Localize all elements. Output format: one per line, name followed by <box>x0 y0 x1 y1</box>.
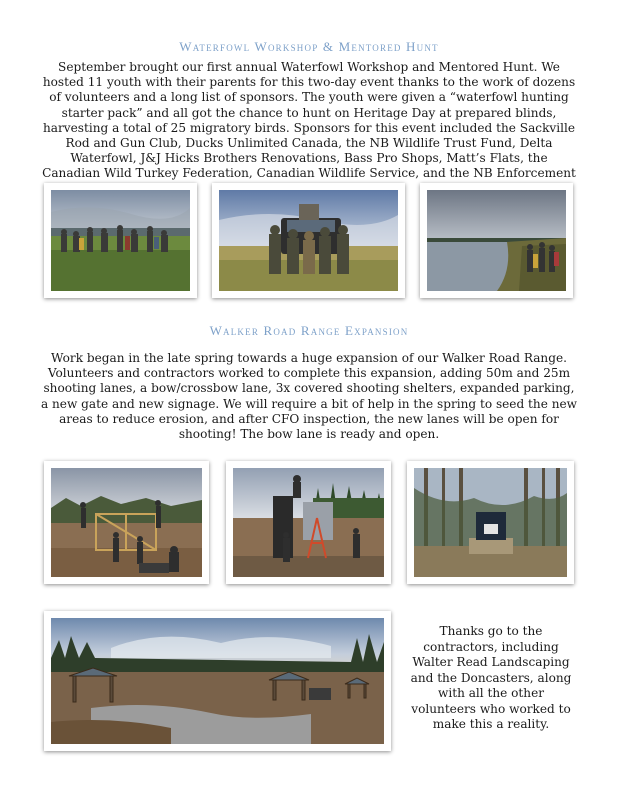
photo-building-shelter <box>44 461 209 584</box>
photo-range-sign-in-woods <box>407 461 574 584</box>
thanks-note: Thanks go to the contractors, including Walter Read Landscaping and the Doncasters, along with all the other volunteers who worked to make this a reality. <box>410 624 572 731</box>
photo-installing-target-board <box>226 461 391 584</box>
section-body-waterfowl: September brought our first annual Waterfowl Workshop and Mentored Hunt. We hosted 11 youth with their parents for this two-day event thanks to the work of dozens of volunteers and a long list of sponsors. The youth were given a “waterfowl hunting starter pack” and all got the chance to hunt on Heritage Day at prepared blinds, harvesting a total of 25 migratory birds. Sponsors for this event included the Sackville Rod and Gun Club, Ducks Unlimited Canada, the NB Wildlife Trust Fund, Delta Waterfowl, J&J Hicks Brothers Renovations, Bass Pro Shops, Matt’s Flats, the Canadian Wild Turkey Federation, Canadian Wildlife Service, and the NB Enforcement <box>42 60 576 181</box>
photo-hunters-by-water <box>420 183 573 298</box>
photo-new-range-panorama <box>44 611 391 751</box>
photo-group-at-blind <box>44 183 197 298</box>
section-heading-waterfowl: Waterfowl Workshop & Mentored Hunt <box>179 39 439 54</box>
section-body-range: Work began in the late spring towards a huge expansion of our Walker Road Range. Volunteers and contractors worked to complete this expansion, adding 50m and 25m shooting lanes, a bow/crossbow lane, 3x covered shooting shelters, expanded parking, a new gate and new signage. We will require a bit of help in the spring to seed the new areas to reduce erosion, and after CFO inspection, the new lanes will be open for shooting! The bow lane is ready and open. <box>40 351 578 442</box>
photo-hunters-with-truck <box>212 183 405 298</box>
section-heading-range: Walker Road Range Expansion <box>209 323 409 338</box>
